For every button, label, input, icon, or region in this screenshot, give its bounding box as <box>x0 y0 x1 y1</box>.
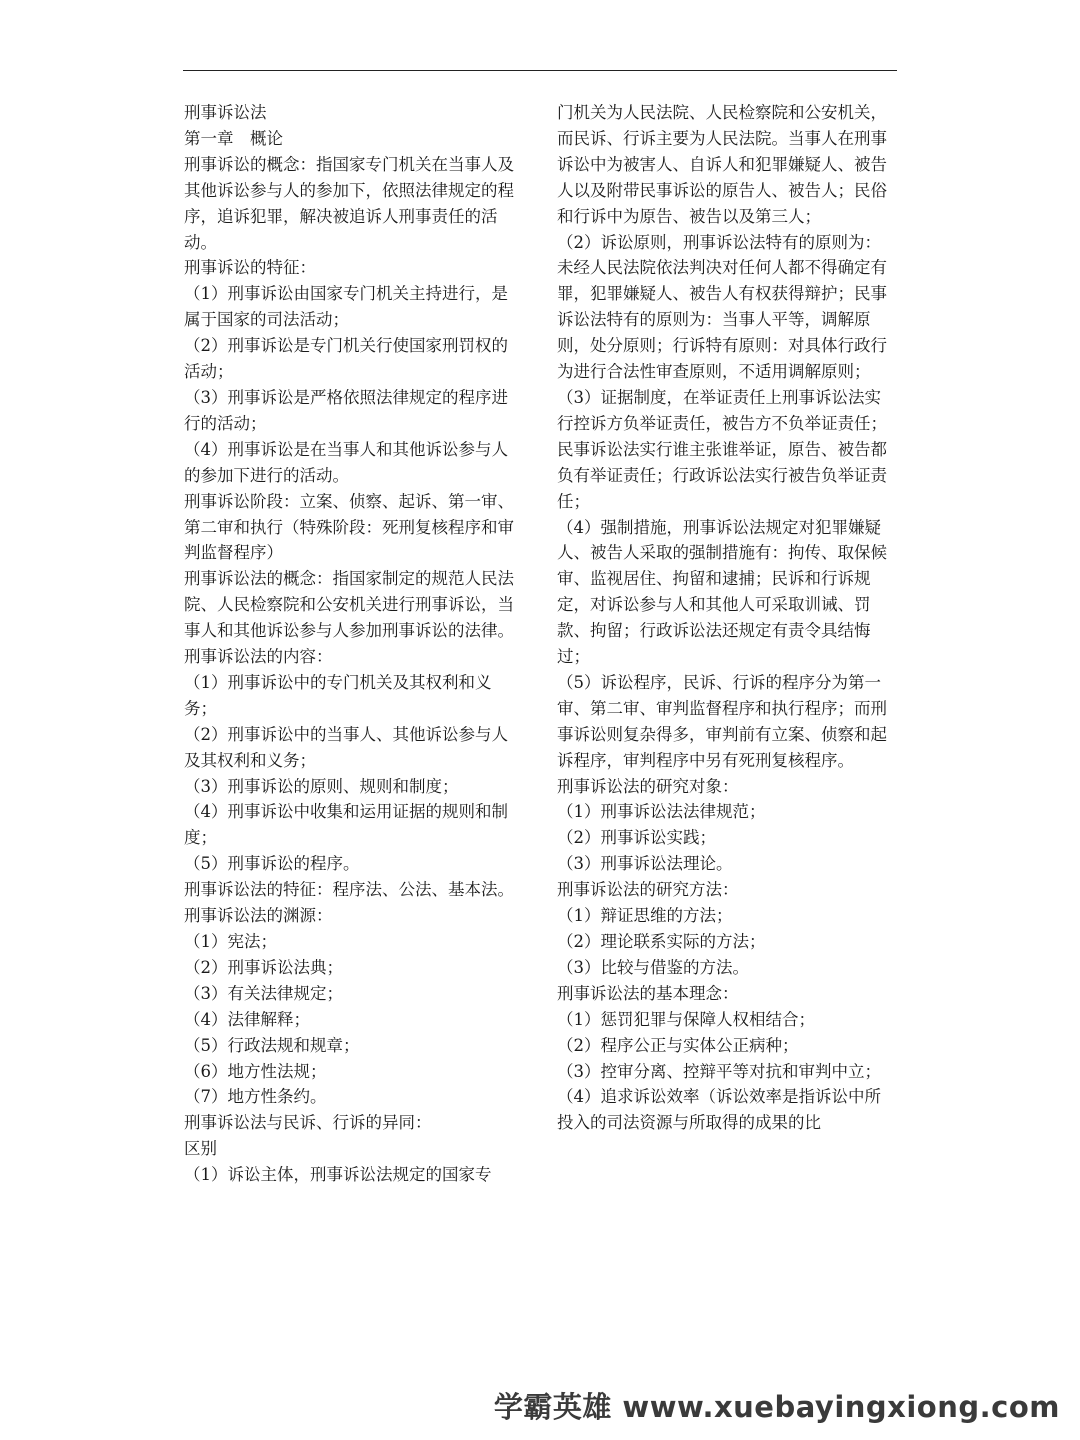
paragraph: （1）辩证思维的方法； <box>557 906 733 926</box>
paragraph: （3）刑事诉讼法理论。 <box>557 854 733 874</box>
site-watermark: 学霸英雄 www.xuebayingxiong.com <box>493 1390 1060 1424</box>
right-column <box>557 100 895 1136</box>
paragraph: （7）地方性条约。 <box>184 1087 327 1107</box>
paragraph: （3）比较与借鉴的方法。 <box>557 957 749 977</box>
paragraph: （4）强制措施，刑事诉讼法规定对犯罪嫌疑人、被告人采取的强制措施有：拘传、取保候审、监视居住、拘留和逮捕；民诉和行诉规定，对诉讼参与人和其他人可采取训诫、罚款、拘留；行政诉讼法还规定有责令具结悔过； <box>557 517 887 667</box>
paragraph: 刑事诉讼法的概念：指国家制定的规范人民法院、人民检察院和公安机关进行刑事诉讼，当事人和其他诉讼参与人参加刑事诉讼的法律。 <box>184 569 514 641</box>
paragraph: （2）诉讼原则，刑事诉讼法特有的原则为：未经人民法院依法判决对任何人都不得确定有罪，犯罪嫌疑人、被告人有权获得辩护；民事诉讼法特有的原则为：当事人平等，调解原则，处分原则；行诉特有原则：对具体行政行为进行合法性审查原则，不适用调解原则； <box>557 232 887 382</box>
paragraph: 刑事诉讼法的基本理念： <box>557 983 739 1003</box>
header-rule <box>183 70 897 71</box>
paragraph: 区别 <box>184 1139 217 1159</box>
paragraph: （3）刑事诉讼是严格依照法律规定的程序进行的活动； <box>184 387 508 433</box>
paragraph: 刑事诉讼法 <box>184 103 267 122</box>
paragraph: （1）刑事诉讼中的专门机关及其权利和义务； <box>184 672 492 718</box>
paragraph: 刑事诉讼的特征： <box>184 258 316 278</box>
paragraph: （5）刑事诉讼的程序。 <box>184 854 360 874</box>
paragraph: 刑事诉讼法的渊源： <box>184 906 333 926</box>
paragraph: 刑事诉讼的概念：指国家专门机关在当事人及其他诉讼参与人的参加下，依照法律规定的程序，追诉犯罪，解决被追诉人刑事责任的活动。 <box>184 154 514 252</box>
paragraph: （2）刑事诉讼实践； <box>557 828 716 848</box>
paragraph: （1）刑事诉讼由国家专门机关主持进行，是属于国家的司法活动； <box>184 284 508 330</box>
paragraph: （1）惩罚犯罪与保障人权相结合； <box>557 1009 815 1029</box>
paragraph: （2）刑事诉讼是专门机关行使国家刑罚权的活动； <box>184 336 508 382</box>
paragraph: （3）刑事诉讼的原则、规则和制度； <box>184 776 459 796</box>
left-column <box>184 100 522 1188</box>
paragraph: （1）刑事诉讼法法律规范； <box>557 802 766 822</box>
paragraph: 刑事诉讼阶段：立案、侦察、起诉、第一审、第二审和执行（特殊阶段：死刑复核程序和审判监督程序） <box>184 491 514 563</box>
chapter-heading: 第一章 概论 <box>184 128 283 148</box>
paragraph: 门机关为人民法院、人民检察院和公安机关，而民诉、行诉主要为人民法院。当事人在刑事诉讼中为被害人、自诉人和犯罪嫌疑人、被告人以及附带民事诉讼的原告人、被告人；民俗和行诉中为原告、被告以及第三人； <box>557 103 887 226</box>
paragraph: （1）诉讼主体，刑事诉讼法规定的国家专 <box>184 1165 492 1185</box>
paragraph: （2）程序公正与实体公正病种； <box>557 1035 799 1055</box>
paragraph: 刑事诉讼法与民诉、行诉的异同： <box>184 1113 432 1133</box>
paragraph: （2）理论联系实际的方法； <box>557 932 766 951</box>
paragraph: 刑事诉讼法的研究对象： <box>557 776 739 796</box>
paragraph: 刑事诉讼法的内容： <box>184 647 333 667</box>
paragraph: （3）控审分离、控辩平等对抗和审判中立； <box>557 1061 881 1081</box>
paragraph: （4）法律解释； <box>184 1009 310 1029</box>
paragraph: （4）刑事诉讼中收集和运用证据的规则和制度； <box>184 802 508 848</box>
paragraph: （5）行政法规和规章； <box>184 1035 360 1055</box>
paragraph: （6）地方性法规； <box>184 1061 327 1081</box>
paragraph: （4）刑事诉讼是在当事人和其他诉讼参与人的参加下进行的活动。 <box>184 439 508 485</box>
paragraph: （2）刑事诉讼中的当事人、其他诉讼参与人及其权利和义务； <box>184 724 508 770</box>
paragraph: （1）宪法； <box>184 932 277 951</box>
paragraph: （2）刑事诉讼法典； <box>184 957 343 977</box>
paragraph: 刑事诉讼法的特征：程序法、公法、基本法。 <box>184 880 514 900</box>
paragraph: （4）追求诉讼效率（诉讼效率是指诉讼中所投入的司法资源与所取得的成果的比 <box>557 1087 881 1133</box>
paragraph: 刑事诉讼法的研究方法： <box>557 880 739 900</box>
paragraph: （5）诉讼程序，民诉、行诉的程序分为第一审、第二审、审判监督程序和执行程序；而刑事诉讼则复杂得多，审判前有立案、侦察和起诉程序，审判程序中另有死刑复核程序。 <box>557 672 887 770</box>
paragraph: （3）有关法律规定； <box>184 983 343 1003</box>
paragraph: （3）证据制度，在举证责任上刑事诉讼法实行控诉方负举证责任，被告方不负举证责任；民事诉讼法实行谁主张谁举证，原告、被告都负有举证责任；行政诉讼法实行被告负举证责任； <box>557 387 887 511</box>
